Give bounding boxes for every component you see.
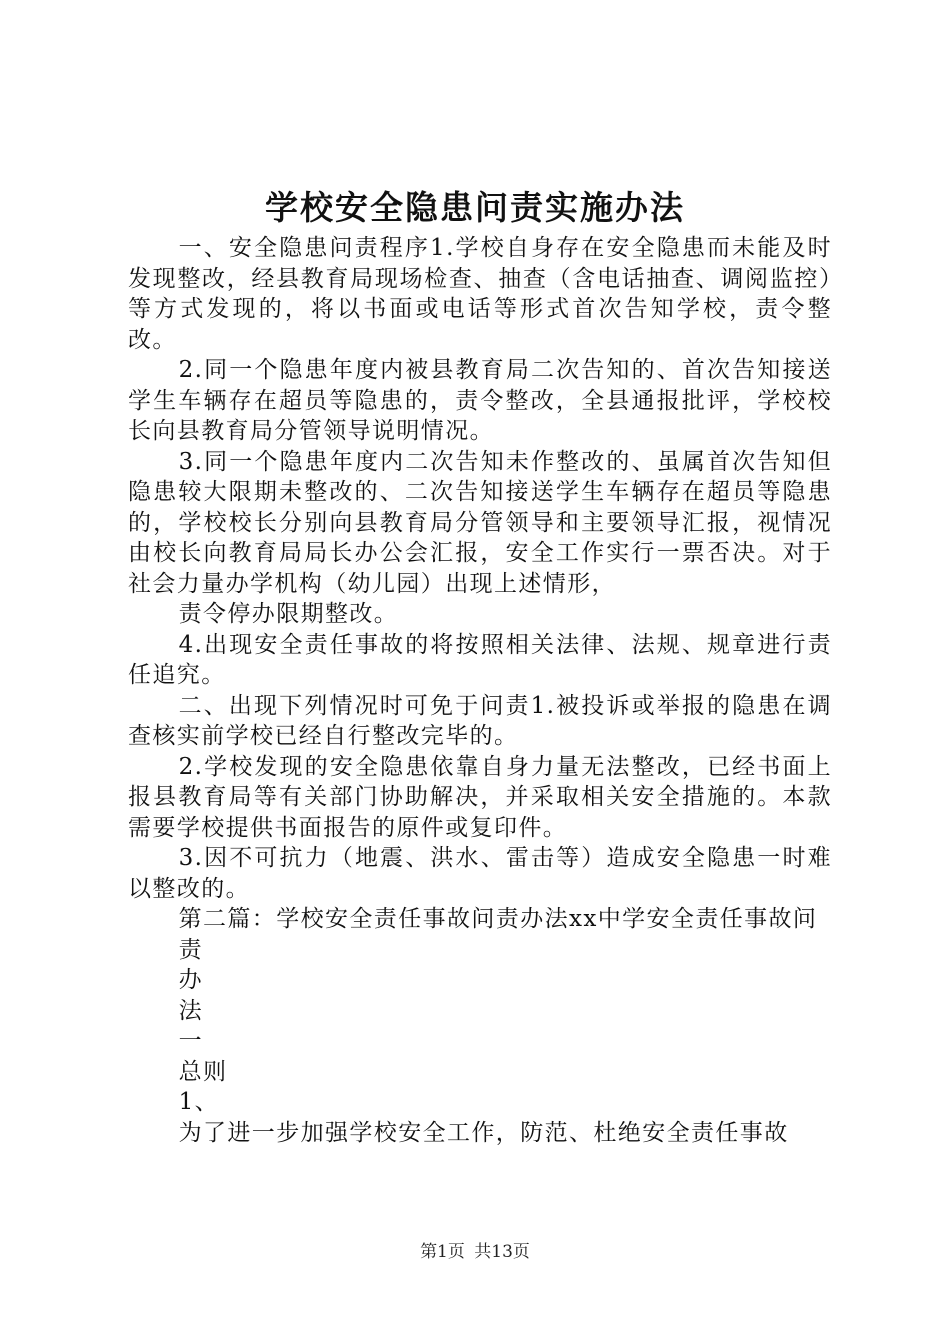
paragraph: 4.出现安全责任事故的将按照相关法律、法规、规章进行责任追究。: [128, 631, 832, 688]
paragraph: 责: [178, 936, 203, 963]
current-page-number: 第1页: [420, 1242, 465, 1262]
paragraph: 3.因不可抗力（地震、洪水、雷击等）造成安全隐患一时难以整改的。: [128, 845, 832, 902]
paragraph: 第二篇：学校安全责任事故问责办法xx中学安全责任事故问: [178, 906, 818, 932]
paragraph: 法: [178, 997, 203, 1024]
paragraph: 1、: [178, 1089, 220, 1115]
paragraph: 2.学校发现的安全隐患依靠自身力量无法整改，已经书面上报县教育局等有关部门协助解决，并采取相关安全措施的。本款需要学校提供书面报告的原件或复印件。: [128, 753, 832, 841]
paragraph: 2.同一个隐患年度内被县教育局二次告知的、首次告知接送学生车辆存在超员等隐患的，责令整改，全县通报批评，学校校长向县教育局分管领导说明情况。: [128, 357, 832, 444]
document-title: 学校安全隐患问责实施办法: [265, 188, 685, 227]
paragraph: 办: [178, 967, 203, 993]
paragraph: 一、安全隐患问责程序1.学校自身存在安全隐患而未能及时发现整改，经县教育局现场检查、抽查（含电话抽查、调阅监控）等方式发现的，将以书面或电话等形式首次告知学校，责令整改。: [128, 235, 832, 353]
paragraph: 一: [178, 1028, 203, 1054]
total-page-count: 共13页: [474, 1242, 530, 1262]
paragraph: 总则: [178, 1058, 228, 1085]
document-body: [128, 233, 832, 1148]
paragraph: 3.同一个隐患年度内二次告知未作整改的、虽属首次告知但隐患较大限期未整改的、二次告知接送学生车辆存在超员等隐患的，学校校长分别向县教育局分管领导和主要领导汇报，视情况由校长向教育局局长办公会汇报，安全工作实行一票否决。对于社会力量办学机构（幼儿园）出现上述情形，: [128, 448, 832, 597]
paragraph: 二、出现下列情况时可免于问责1.被投诉或举报的隐患在调查核实前学校已经自行整改完毕的。: [128, 692, 832, 749]
page-footer: [0, 1240, 950, 1264]
paragraph: 责令停办限期整改。: [178, 601, 399, 627]
paragraph: 为了进一步加强学校安全工作，防范、杜绝安全责任事故: [178, 1119, 789, 1146]
